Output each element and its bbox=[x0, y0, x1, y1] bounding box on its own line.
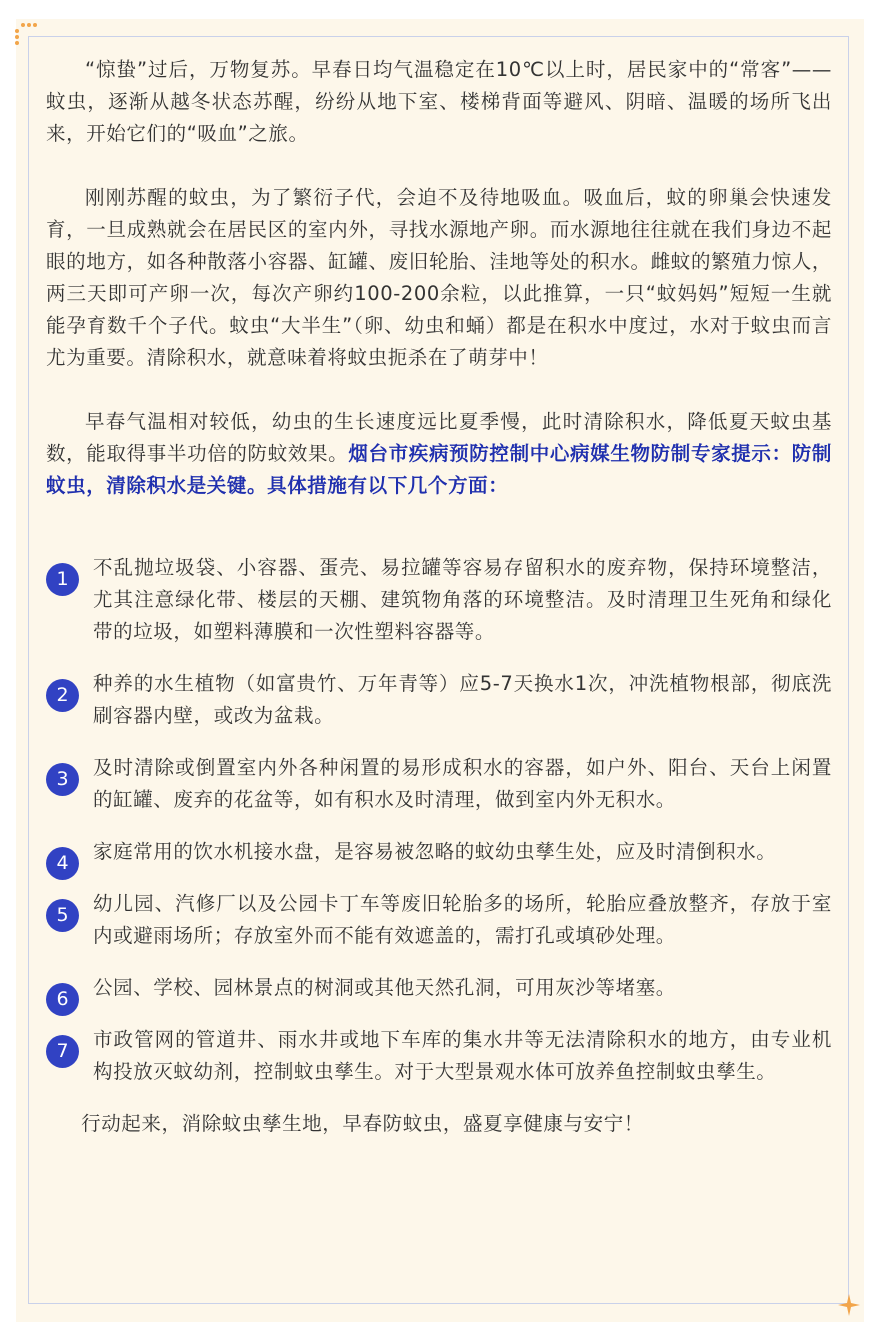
advice-text: 早春气温相对较低，幼虫的生长速度远比夏季慢，此时清除积水，降低夏天蚊虫基数，能取得事半功倍的防蚊效果。 bbox=[46, 410, 832, 465]
breeding-paragraph: 刚刚苏醒的蚊虫，为了繁衍子代，会迫不及待地吸血。吸血后，蚊的卵巢会快速发育，一旦成熟就会在居民区的室内外，寻找水源地产卵。而水源地往往就在我们身边不起眼的地方，如各种散落小容器、缸罐、废旧轮胎、洼地等处的积水。雌蚊的繁殖力惊人，两三天即可产卵一次，每次产卵约100-200余粒，以此推算，一只“蚊妈妈”短短一生就能孕育数千个子代。蚊虫“大半生”（卵、幼虫和蛹）都是在积水中度过，水对于蚊虫而言尤为重要。清除积水，就意味着将蚊虫扼杀在了萌芽中！ bbox=[46, 186, 832, 369]
number-badge: 7 bbox=[46, 1035, 79, 1068]
number-badge: 6 bbox=[46, 983, 79, 1016]
measure-text: 及时清除或倒置室内外各种闲置的易形成积水的容器，如户外、阳台、天台上闲置的缸罐、废弃的花盆等，如有积水及时清理，做到室内外无积水。 bbox=[93, 756, 832, 811]
number-badge: 3 bbox=[46, 763, 79, 796]
article-body bbox=[46, 54, 832, 1140]
closing-paragraph: 行动起来，消除蚊虫孳生地，早春防蚊虫，盛夏享健康与安宁！ bbox=[81, 1112, 644, 1135]
dots-grid-icon bbox=[13, 23, 41, 47]
measure-item bbox=[46, 552, 832, 648]
measure-item bbox=[46, 668, 832, 732]
number-badge: 2 bbox=[46, 679, 79, 712]
number-badge: 1 bbox=[46, 563, 79, 596]
measure-item bbox=[46, 836, 832, 874]
measure-text: 不乱抛垃圾袋、小容器、蛋壳、易拉罐等容易存留积水的废弃物，保持环境整洁，尤其注意绿化带、楼层的天棚、建筑物角落的环境整洁。及时清理卫生死角和绿化带的垃圾，如塑料薄膜和一次性塑料容器等。 bbox=[93, 556, 832, 643]
measure-text: 幼儿园、汽修厂以及公园卡丁车等废旧轮胎多的场所，轮胎应叠放整齐，存放于室内或避雨场所；存放室外而不能有效遮盖的，需打孔或填砂处理。 bbox=[93, 892, 832, 947]
advice-paragraph bbox=[46, 406, 832, 502]
measure-item bbox=[46, 888, 832, 952]
measure-item bbox=[46, 972, 832, 1010]
sparkle-star-icon bbox=[838, 1294, 860, 1316]
measure-text: 市政管网的管道井、雨水井或地下车库的集水井等无法清除积水的地方，由专业机构投放灭蚊幼剂，控制蚊虫孳生。对于大型景观水体可放养鱼控制蚊虫孳生。 bbox=[93, 1028, 832, 1083]
intro-paragraph: “惊蛰”过后，万物复苏。早春日均气温稳定在10℃以上时，居民家中的“常客”——蚊虫，逐渐从越冬状态苏醒，纷纷从地下室、楼梯背面等避风、阴暗、温暖的场所飞出来，开始它们的“吸血”之旅。 bbox=[46, 58, 832, 145]
number-badge: 4 bbox=[46, 847, 79, 880]
measure-item bbox=[46, 752, 832, 816]
measure-item bbox=[46, 1024, 832, 1088]
measure-text: 公园、学校、园林景点的树洞或其他天然孔洞，可用灰沙等堵塞。 bbox=[93, 976, 676, 999]
number-badge: 5 bbox=[46, 899, 79, 932]
measure-text: 种养的水生植物（如富贵竹、万年青等）应5-7天换水1次，冲洗植物根部，彻底洗刷容器内壁，或改为盆栽。 bbox=[93, 672, 832, 727]
measures-list bbox=[46, 552, 832, 1088]
measure-text: 家庭常用的饮水机接水盘，是容易被忽略的蚊幼虫孳生处，应及时清倒积水。 bbox=[93, 840, 777, 863]
expert-tip-highlight: 烟台市疾病预防控制中心病媒生物防制专家提示：防制蚊虫，清除积水是关键。具体措施有以下几个方面： bbox=[46, 442, 832, 497]
